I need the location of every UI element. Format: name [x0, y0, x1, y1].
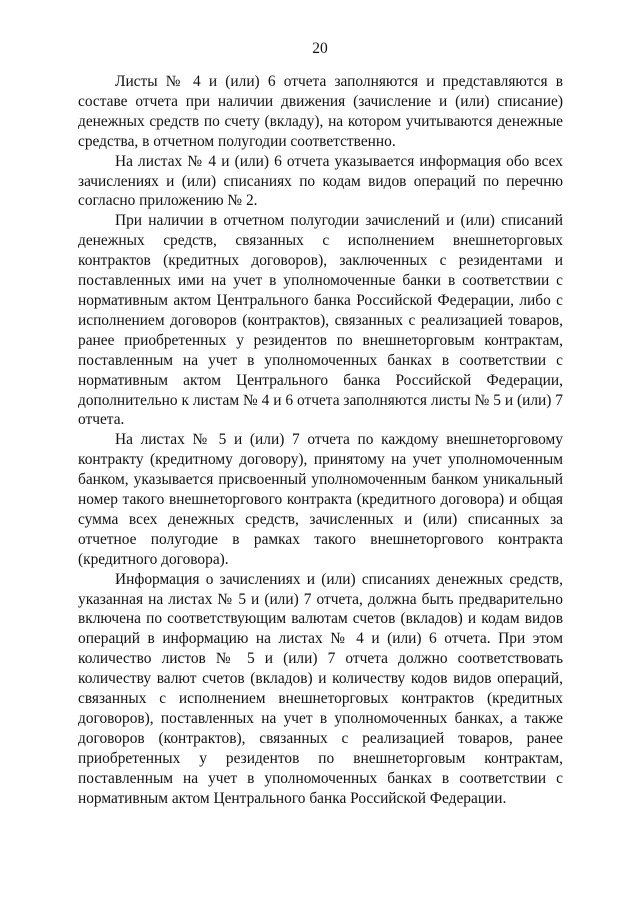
paragraph: На листах № 5 и (или) 7 отчета по каждому внешнеторговому контракту (кредитному договору), принятому на учет уполномоченным банком, указывается присвоенный уполномоченным банком уникальный номер такого внешнеторгового контракта (кредитного договора) и общая сумма всех денежных средств, зачисленных и (или) списанных за отчетное полугодие в рамках такого внешнеторгового контракта (кредитного договора). [78, 431, 563, 568]
paragraph: Информация о зачислениях и (или) списаниях денежных средств, указанная на листах № 5 и (или) 7 отчета, должна быть предварительно включена по соответствующим валютам счетов (вкладов) и кодам видов операций в информацию на листах № 4 и (или) 6 отчета. При этом количество листов № 5 и (или) 7 отчета должно соответствовать количеству валют счетов (вкладов) и количеству кодов видов операций, связанных с исполнением внешнеторговых контрактов (кредитных договоров), поставленных на учет в уполномоченных банках, а также договоров (контрактов), связанных с реализацией товаров, ранее приобретенных у резидентов по внешнеторговым контрактам, поставленным на учет в уполномоченных банках в соответствии с нормативным актом Центрального банка Российской Федерации. [78, 570, 563, 807]
paragraph: На листах № 4 и (или) 6 отчета указывается информация обо всех зачислениях и (или) списаниях по кодам видов операций по перечню согласно приложению № 2. [78, 152, 563, 210]
paragraph: При наличии в отчетном полугодии зачислений и (или) списаний денежных средств, связанных с исполнением внешнеторговых контрактов (кредитных договоров), заключенных с резидентами и поставленных ими на учет в уполномоченные банки в соответствии с нормативным актом Центрального банка Российской Федерации, либо с исполнением договоров (контрактов), связанных с реализацией товаров, ранее приобретенных у резидентов по внешнеторговым контрактам, поставленным на учет в уполномоченных банках в соответствии с нормативным актом Центрального банка Российской Федерации, дополнительно к листам № 4 и 6 отчета заполняются листы № 5 и (или) 7 отчета. [78, 212, 563, 429]
document-body [78, 72, 563, 809]
paragraph: Листы № 4 и (или) 6 отчета заполняются и представляются в составе отчета при наличии движения (зачисление и (или) списание) денежных средств по счету (вкладу), на котором учитываются денежные средства, в отчетном полугодии соответственно. [78, 73, 563, 150]
page-number: 20 [312, 40, 328, 57]
